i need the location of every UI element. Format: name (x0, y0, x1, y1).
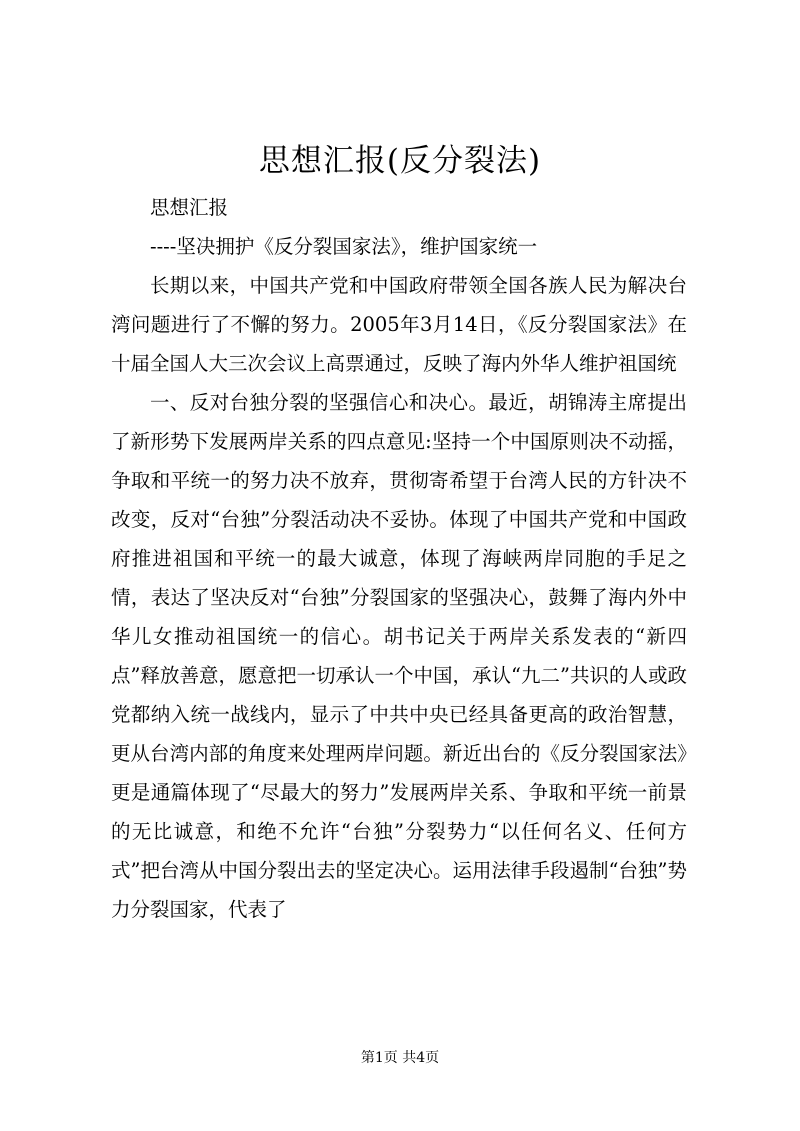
document-body (111, 188, 687, 929)
paragraph-subtitle: ----坚决拥护《反分裂国家法》，维护国家统一 (150, 235, 538, 258)
paragraph-intro: 长期以来，中国共产党和中国政府带领全国各族人民为解决台湾问题进行了不懈的努力。2005年3月14日，《反分裂国家法》在十届全国人大三次会议上高票通过，反映了海内外华人维护祖国统 (111, 274, 687, 375)
paragraph-section-one: 一、反对台独分裂的坚强信心和决心。最近，胡锦涛主席提出了新形势下发展两岸关系的四点意见:坚持一个中国原则决不动摇，争取和平统一的努力决不放弃，贯彻寄希望于台湾人民的方针决不改变，反对“台独”分裂活动决不妥协。体现了中国共产党和中国政府推进祖国和平统一的最大诚意，体现了海峡两岸同胞的手足之情，表达了坚决反对“台独”分裂国家的坚强决心，鼓舞了海内外中华儿女推动祖国统一的信心。胡书记关于两岸关系发表的“新四点”释放善意，愿意把一切承认一个中国，承认“九二”共识的人或政党都纳入统一战线内，显示了中共中央已经具备更高的政治智慧，更从台湾内部的角度来处理两岸问题。新近出台的《反分裂国家法》更是通篇体现了“尽最大的努力”发展两岸关系、争取和平统一前景的无比诚意，和绝不允许“台独”分裂势力“以任何名义、任何方式”把台湾从中国分裂出去的坚定决心。运用法律手段遏制“台独”势力分裂国家，代表了 (111, 391, 687, 921)
paragraph-heading: 思想汇报 (150, 196, 229, 219)
page-footer: 第1页 共4页 (360, 1050, 440, 1066)
page-title: 思想汇报(反分裂法) (258, 143, 542, 179)
